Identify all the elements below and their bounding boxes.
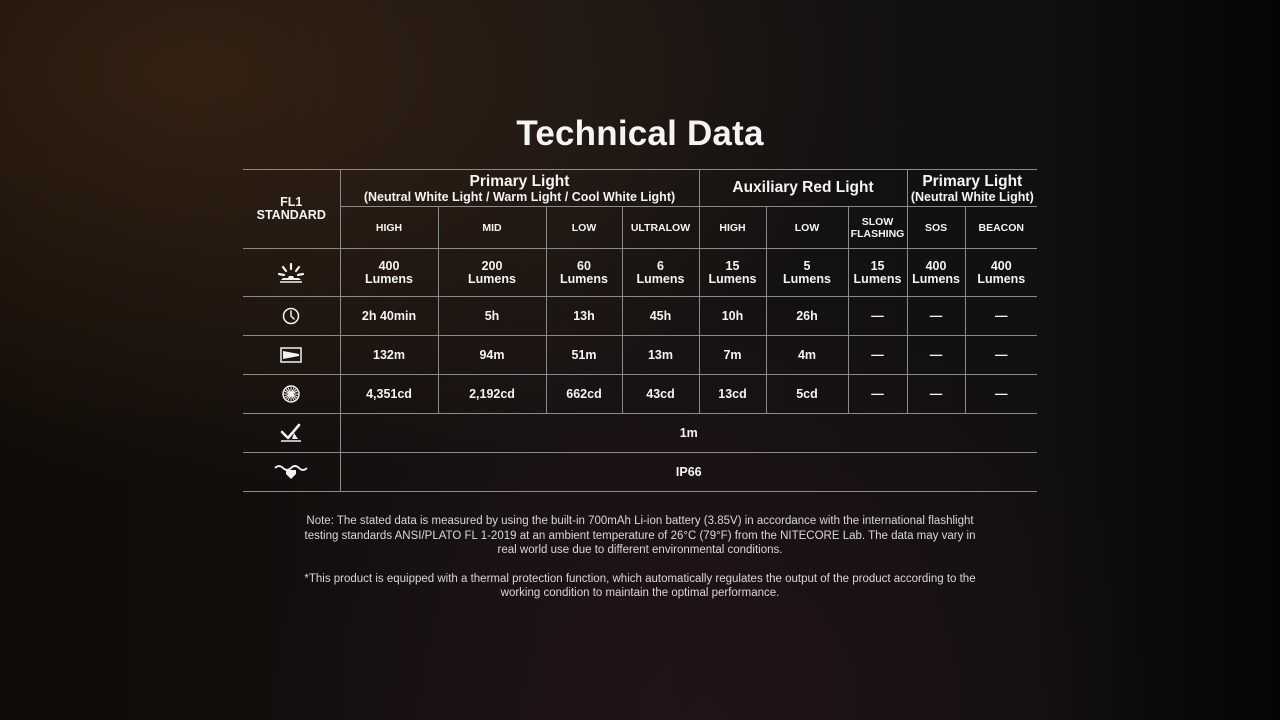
mode-header	[699, 207, 766, 249]
footnotes	[300, 514, 980, 601]
clock-icon	[281, 306, 301, 326]
mode-header	[848, 207, 907, 249]
beam-distance-icon	[280, 347, 302, 363]
spec-value: —	[871, 386, 884, 401]
mode-label: HIGH	[375, 221, 403, 234]
spec-cell	[907, 249, 965, 297]
mode-header	[965, 207, 1037, 249]
spec-cell	[546, 336, 622, 375]
spec-value: 5h	[484, 308, 500, 323]
spec-unit: Lumens	[977, 271, 1026, 286]
spec-value: —	[995, 386, 1008, 401]
thermal-protection-note: *This product is equipped with a thermal protection function, which automatically regulates the output of the product according to the working condition to maintain the optimal performance.	[304, 572, 976, 599]
spec-value: 15	[870, 258, 885, 273]
spec-value: 51m	[571, 347, 597, 362]
mode-label: LOW	[794, 221, 820, 234]
model-edition: STANDARD	[256, 208, 326, 222]
model-cell	[243, 170, 340, 249]
spec-value: 26h	[796, 308, 818, 323]
spec-unit: Lumens	[708, 271, 757, 286]
spec-cell	[766, 336, 848, 375]
technical-data-table	[243, 169, 1037, 492]
spec-cell	[766, 297, 848, 336]
impact-resistance-icon-cell	[243, 414, 340, 453]
spec-value: 10h	[721, 308, 744, 323]
spec-value: —	[995, 308, 1008, 323]
spec-value: 13m	[647, 347, 674, 362]
spec-cell	[965, 249, 1037, 297]
spec-value: 400	[990, 258, 1012, 273]
spec-cell	[848, 375, 907, 414]
spec-value: 13h	[573, 308, 595, 323]
intensity-icon	[281, 384, 301, 404]
spec-value: 200	[481, 258, 503, 273]
brightness-icon-cell	[243, 249, 340, 297]
group-subtitle: (Neutral White Light / Warm Light / Cool White Light)	[363, 189, 676, 204]
mode-header	[340, 207, 438, 249]
mode-label: LOW	[571, 221, 597, 234]
spec-value: 6	[657, 258, 664, 273]
mode-header	[766, 207, 848, 249]
spec-value: 2h 40min	[361, 308, 417, 323]
spec-value: 5cd	[796, 386, 818, 401]
mode-header	[546, 207, 622, 249]
spec-cell	[340, 375, 438, 414]
spec-unit: Lumens	[560, 271, 608, 286]
spec-cell	[546, 297, 622, 336]
waterproof-icon	[274, 463, 308, 481]
spec-cell	[766, 249, 848, 297]
spec-value: —	[871, 347, 884, 362]
spec-value: 13cd	[718, 386, 747, 401]
spec-cell	[546, 375, 622, 414]
spec-value: 400	[925, 258, 947, 273]
spec-value: 7m	[723, 347, 742, 362]
group-header-primary-light-neutral	[907, 170, 1037, 207]
impact-resistance-icon	[280, 423, 302, 443]
spec-cell	[699, 297, 766, 336]
spec-cell-wide	[340, 453, 1037, 492]
spec-unit: Lumens	[636, 271, 685, 286]
mode-label: ULTRALOW	[630, 221, 691, 234]
spec-unit: Lumens	[912, 271, 960, 286]
mode-header	[907, 207, 965, 249]
spec-value: 4,351cd	[366, 386, 412, 401]
runtime-icon-cell	[243, 297, 340, 336]
spec-unit: Lumens	[365, 271, 413, 286]
spec-cell	[766, 375, 848, 414]
mode-header	[438, 207, 546, 249]
spec-value: IP66	[675, 464, 702, 479]
spec-value: —	[929, 386, 943, 401]
spec-cell	[546, 249, 622, 297]
mode-header	[622, 207, 699, 249]
spec-value: 2,192cd	[469, 386, 515, 401]
spec-value: 400	[378, 258, 400, 273]
spec-value: 662cd	[566, 386, 602, 401]
spec-cell	[699, 249, 766, 297]
mode-label: SOS	[924, 221, 948, 234]
spec-cell-wide	[340, 414, 1037, 453]
mode-label-line2: FLASHING	[850, 227, 905, 240]
spec-cell	[622, 249, 699, 297]
spec-value: 4m	[797, 347, 817, 362]
spec-value: 45h	[649, 308, 672, 323]
spec-cell	[340, 336, 438, 375]
spec-cell	[340, 297, 438, 336]
spec-cell	[699, 375, 766, 414]
spec-value: 60	[577, 258, 591, 273]
model-name: FL1	[280, 195, 303, 209]
spec-value: —	[871, 308, 884, 323]
waterproof-icon-cell	[243, 453, 340, 492]
spec-value: —	[995, 347, 1008, 362]
group-header-auxiliary-red-light	[699, 170, 907, 207]
spec-cell	[965, 297, 1037, 336]
measurement-note: Note: The stated data is measured by using the built-in 700mAh Li-ion battery (3.85V) in accordance with the international flashlight testing standards ANSI/PLATO FL 1-2019 at an ambient temperature of 26°C (79°F) from the NITECORE Lab. The data may vary in real world use due to different environmental conditions.	[304, 515, 976, 556]
brightness-icon	[277, 262, 305, 284]
spec-value: 1m	[679, 425, 698, 440]
spec-unit: Lumens	[468, 271, 516, 286]
beam-distance-icon-cell	[243, 336, 340, 375]
group-title: Primary Light	[469, 172, 570, 190]
spec-value: —	[929, 347, 943, 362]
spec-cell	[907, 336, 965, 375]
spec-cell	[340, 249, 438, 297]
spec-value: 15	[725, 258, 740, 273]
spec-value: —	[929, 308, 943, 323]
spec-cell	[699, 336, 766, 375]
spec-value: 5	[803, 258, 811, 273]
spec-value: 43cd	[646, 386, 675, 401]
mode-label: MID	[482, 221, 502, 234]
spec-cell	[907, 375, 965, 414]
spec-cell	[907, 297, 965, 336]
spec-unit: Lumens	[853, 271, 902, 286]
page-title: Technical Data	[516, 114, 764, 153]
spec-cell	[622, 336, 699, 375]
spec-unit: Lumens	[783, 271, 831, 286]
spec-cell	[848, 297, 907, 336]
spec-cell	[438, 336, 546, 375]
spec-cell	[438, 297, 546, 336]
spec-cell	[965, 336, 1037, 375]
spec-cell	[622, 375, 699, 414]
spec-cell	[848, 336, 907, 375]
spec-cell	[438, 375, 546, 414]
mode-label: HIGH	[719, 221, 746, 234]
group-title: Auxiliary Red Light	[732, 179, 874, 196]
intensity-icon-cell	[243, 375, 340, 414]
group-subtitle: (Neutral White Light)	[910, 189, 1034, 204]
spec-cell	[965, 375, 1037, 414]
mode-label: SLOW	[861, 215, 894, 228]
group-header-primary-light	[340, 170, 699, 207]
spec-value: 132m	[373, 347, 405, 362]
spec-cell	[438, 249, 546, 297]
mode-label: BEACON	[978, 221, 1025, 234]
spec-value: 94m	[479, 347, 505, 362]
group-title: Primary Light	[922, 172, 1023, 190]
spec-cell	[622, 297, 699, 336]
spec-cell	[848, 249, 907, 297]
